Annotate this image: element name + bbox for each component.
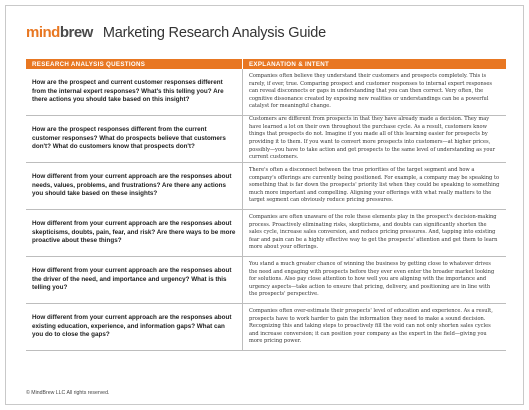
explanation-cell: Customers are different from prospects in that they have already made a decision. They may have learned a lot on their own throughout the purchase cycle. As a result, customers know things that prospects do not. Imagine if you made all of this learning easier for prospects by providing it to them. If you want to convert more prospects into customers—at higher prices, possibly—you have to take action and get prospects to the same level of understanding as your current customers. (243, 116, 507, 163)
table-row (26, 69, 506, 116)
document-page (5, 5, 524, 405)
table-row (26, 163, 506, 210)
mindbrew-logo (26, 24, 93, 41)
page-title: Marketing Research Analysis Guide (102, 25, 326, 41)
table-header-row (26, 59, 506, 69)
document-header (26, 24, 326, 44)
question-cell: How different from your current approach are the responses about existing education, experience, and information gaps? What can you do to close the gaps? (26, 304, 243, 351)
explanation-cell: Companies often believe they understand their customers and prospects completely. This is rarely, if ever, true. Comparing prospect and customer responses to internal expert responses can reveal disconnects or gaps in understanding that you can then correct. Very often, the cognitive dissonance created by exposing new realities or understandings can be a powerful catalyst for meaningful change. (243, 69, 507, 116)
analysis-table (26, 59, 506, 351)
explanation-cell: There's often a disconnect between the true priorities of the target segment and how a company's offerings are currently being positioned. For example, a company may be speaking to something that is far down the prospects' priority list when they could be speaking to something much more important and compelling. Aligning your offerings with what really matters to the target segment can obviously reduce pricing pressures. (243, 163, 507, 210)
logo-mind-text: mind (26, 24, 60, 41)
table-row (26, 116, 506, 163)
column-header-explanation: EXPLANATION & INTENT (243, 59, 507, 69)
table-row (26, 257, 506, 304)
question-cell: How different from your current approach are the responses about the driver of the need, and importance and urgency? What is this telling you? (26, 257, 243, 304)
question-cell: How different from your current approach are the responses about skepticisms, doubts, pain, fear, and risk? Are there ways to be more proactive about these things? (26, 210, 243, 257)
explanation-cell: Companies are often unaware of the role these elements play in the prospect's decision-making process. Proactively eliminating risks, skepticisms, and doubts can significantly shorten the sales cycle, increase sales conversion, and reduce pricing pressures. And, tapping into existing fear and pain can be a highly effective way to get the prospects' attention and get them to learn more about your offerings. (243, 210, 507, 257)
explanation-cell: Companies often over-estimate their prospects' level of education and experience. As a result, prospects have to work harder to gain the information they need to make a sound decision. Recognizing this and taking steps to proactively fill the void can not only shorten sales cycles and increase conversion; it can position your company as the expert in the field—giving you more pricing power. (243, 304, 507, 351)
question-cell: How are the prospect and current customer responses different from the internal expert responses? What's this telling you? Are there actions you should take based on this insight? (26, 69, 243, 116)
table-row (26, 304, 506, 351)
question-cell: How are the prospect responses different from the current customer responses? What do prospects believe that customers don't? What do customers know that prospects don't? (26, 116, 243, 163)
copyright-footer: © MindBrew LLC All rights reserved. (26, 390, 110, 396)
explanation-cell: You stand a much greater chance of winning the business by getting close to whatever drives the need and engaging with prospects before they ever even enter the broader market looking for solutions. Also pay close attention to how well you are aligning with the importance and urgency aspects—take action to ensure that pricing, delivery, and positioning are in line with the prospects' perspective. (243, 257, 507, 304)
logo-brew-text: brew (59, 24, 93, 41)
question-cell: How different from your current approach are the responses about needs, values, problems, and frustrations? Are there any actions you should take based on these insights? (26, 163, 243, 210)
table-row (26, 210, 506, 257)
column-header-questions: RESEARCH ANALYSIS QUESTIONS (26, 59, 243, 69)
